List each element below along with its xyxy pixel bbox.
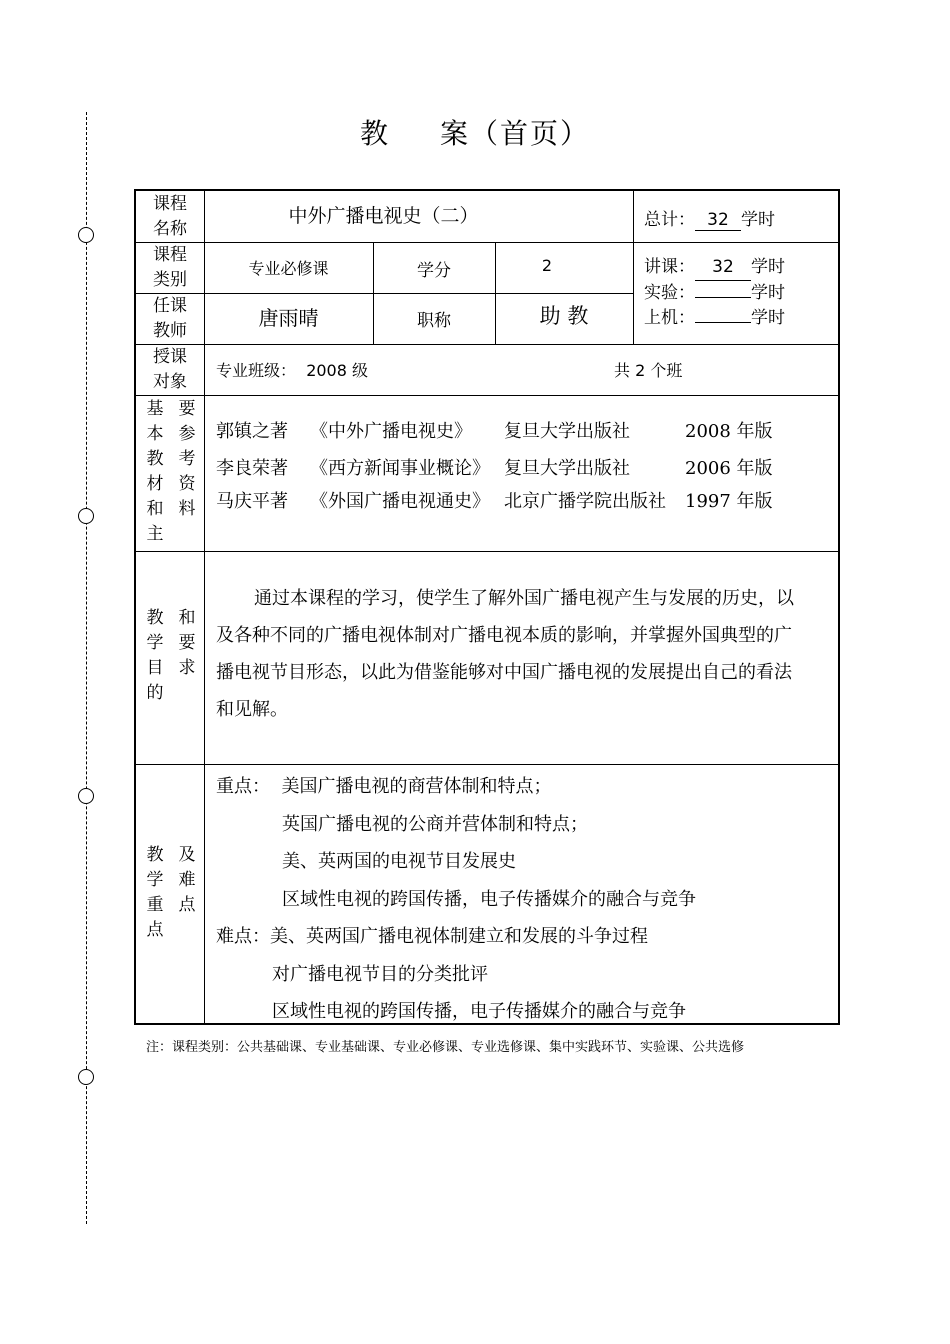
- label-char: 料: [178, 499, 196, 519]
- objectives-line: 通过本课程的学习，使学生了解外国广播电视产生与发展的历史，以: [254, 588, 794, 609]
- course-type-value: 专业必修课: [248, 259, 329, 278]
- key-point-line: 难点：美、英两国广播电视体制建立和发展的斗争过程: [216, 926, 648, 947]
- label-char: 和: [146, 499, 164, 519]
- label-char: 主: [146, 524, 164, 544]
- label-char: [176, 918, 198, 943]
- label-char: 和: [178, 608, 196, 628]
- label-char: 求: [178, 658, 196, 678]
- key-point-line: 英国广播电视的公商并营体制和特点；: [282, 813, 588, 835]
- reference-book: 《外国广播电视通史》: [310, 491, 490, 512]
- course-plan-table: [134, 189, 840, 1025]
- label-char: 基: [146, 399, 164, 419]
- label-char: 材: [146, 474, 164, 494]
- class-info: 专业班级： 2008 级: [216, 361, 368, 380]
- footnote: 注：课程类别：公共基础课、专业基础课、专业必修课、专业选修课、集中实践环节、实验课、公共选修: [146, 1040, 745, 1055]
- course-name-label: 课程 名称: [153, 194, 187, 239]
- label-char: 要: [178, 633, 196, 653]
- course-name-value: 中外广播电视史（二）: [288, 205, 479, 227]
- key-point-line: 重点： 美国广播电视的商营体制和特点；: [216, 776, 552, 797]
- teacher-value: 唐雨晴: [258, 306, 319, 330]
- label-char: 点: [146, 920, 164, 940]
- label-char: [176, 522, 198, 547]
- reference-publisher: 复旦大学出版社: [504, 458, 630, 479]
- binding-hole-1: [78, 227, 94, 243]
- label-char: 的: [146, 683, 164, 703]
- label-char: 本: [146, 424, 164, 444]
- binding-hole-3: [78, 788, 94, 804]
- reference-book: 《西方新闻事业概论》: [310, 458, 490, 479]
- label-char: 学: [146, 633, 164, 653]
- computer-hours: 上机： 学时: [644, 308, 785, 328]
- page-title: [0, 112, 950, 152]
- label-char: 点: [178, 895, 196, 915]
- label-char: 重: [146, 895, 164, 915]
- label-char: 考: [178, 449, 196, 469]
- label-char: 教: [146, 845, 164, 865]
- reference-author: 马庆平著: [216, 491, 288, 512]
- binding-dashed-line: [86, 112, 87, 1224]
- binding-hole-2: [78, 508, 94, 524]
- label-char: 及: [178, 845, 196, 865]
- key-point-line: 区域性电视的跨国传播，电子传播媒介的融合与竞争: [282, 888, 696, 910]
- reference-publisher: 复旦大学出版社: [504, 421, 630, 442]
- label-char: 教: [146, 608, 164, 628]
- reference-year: 2008 年版: [685, 421, 773, 442]
- credit-value: 2: [541, 256, 553, 275]
- objectives-line: 和见解。: [216, 699, 288, 720]
- lab-hours: 实验： 学时: [644, 283, 785, 303]
- references-label: [144, 397, 198, 547]
- reference-author: 李良荣著: [216, 458, 288, 479]
- label-char: 参: [178, 424, 196, 444]
- label-char: 学: [146, 870, 164, 890]
- label-char: 教: [146, 449, 164, 469]
- reference-year: 1997 年版: [685, 491, 773, 512]
- title-part-1: 教: [359, 117, 390, 150]
- objectives-label: [144, 606, 198, 706]
- lecture-hours: 讲课： 32 学时: [644, 255, 785, 281]
- title-rank-label: 职称: [417, 311, 451, 331]
- course-type-label: 课程 类别: [153, 245, 187, 290]
- key-points-text: [216, 768, 836, 1031]
- title-part-2: 案（首页）: [440, 117, 591, 150]
- objectives-text: [216, 580, 836, 728]
- label-char: 要: [178, 399, 196, 419]
- label-char: 难: [178, 870, 196, 890]
- label-char: [176, 681, 198, 706]
- binding-hole-4: [78, 1069, 94, 1085]
- key-points-label: [144, 843, 198, 943]
- class-count: 共 2 个班: [614, 361, 683, 380]
- audience-label: 授课 对象: [153, 347, 187, 392]
- total-hours: 总计： 32 学时: [644, 210, 775, 230]
- reference-book: 《中外广播电视史》: [310, 421, 472, 442]
- hours-breakdown: [644, 255, 785, 331]
- reference-author: 郭镇之著: [216, 421, 288, 442]
- reference-publisher: 北京广播学院出版社: [504, 491, 666, 512]
- teacher-label: 任课 教师: [153, 296, 187, 341]
- reference-year: 2006 年版: [685, 458, 773, 479]
- credit-label: 学分: [417, 261, 451, 281]
- key-point-line: 区域性电视的跨国传播，电子传播媒介的融合与竞争: [272, 1001, 686, 1022]
- label-char: 目: [146, 658, 164, 678]
- objectives-line: 及各种不同的广播电视体制对广播电视本质的影响，并掌握外国典型的广: [216, 625, 792, 646]
- title-rank-value: 助 教: [539, 304, 589, 328]
- objectives-line: 播电视节目形态，以此为借鉴能够对中国广播电视的发展提出自己的看法: [216, 662, 792, 683]
- key-point-line: 美、英两国的电视节目发展史: [282, 851, 516, 872]
- label-char: 资: [178, 474, 196, 494]
- key-point-line: 对广播电视节目的分类批评: [272, 963, 488, 985]
